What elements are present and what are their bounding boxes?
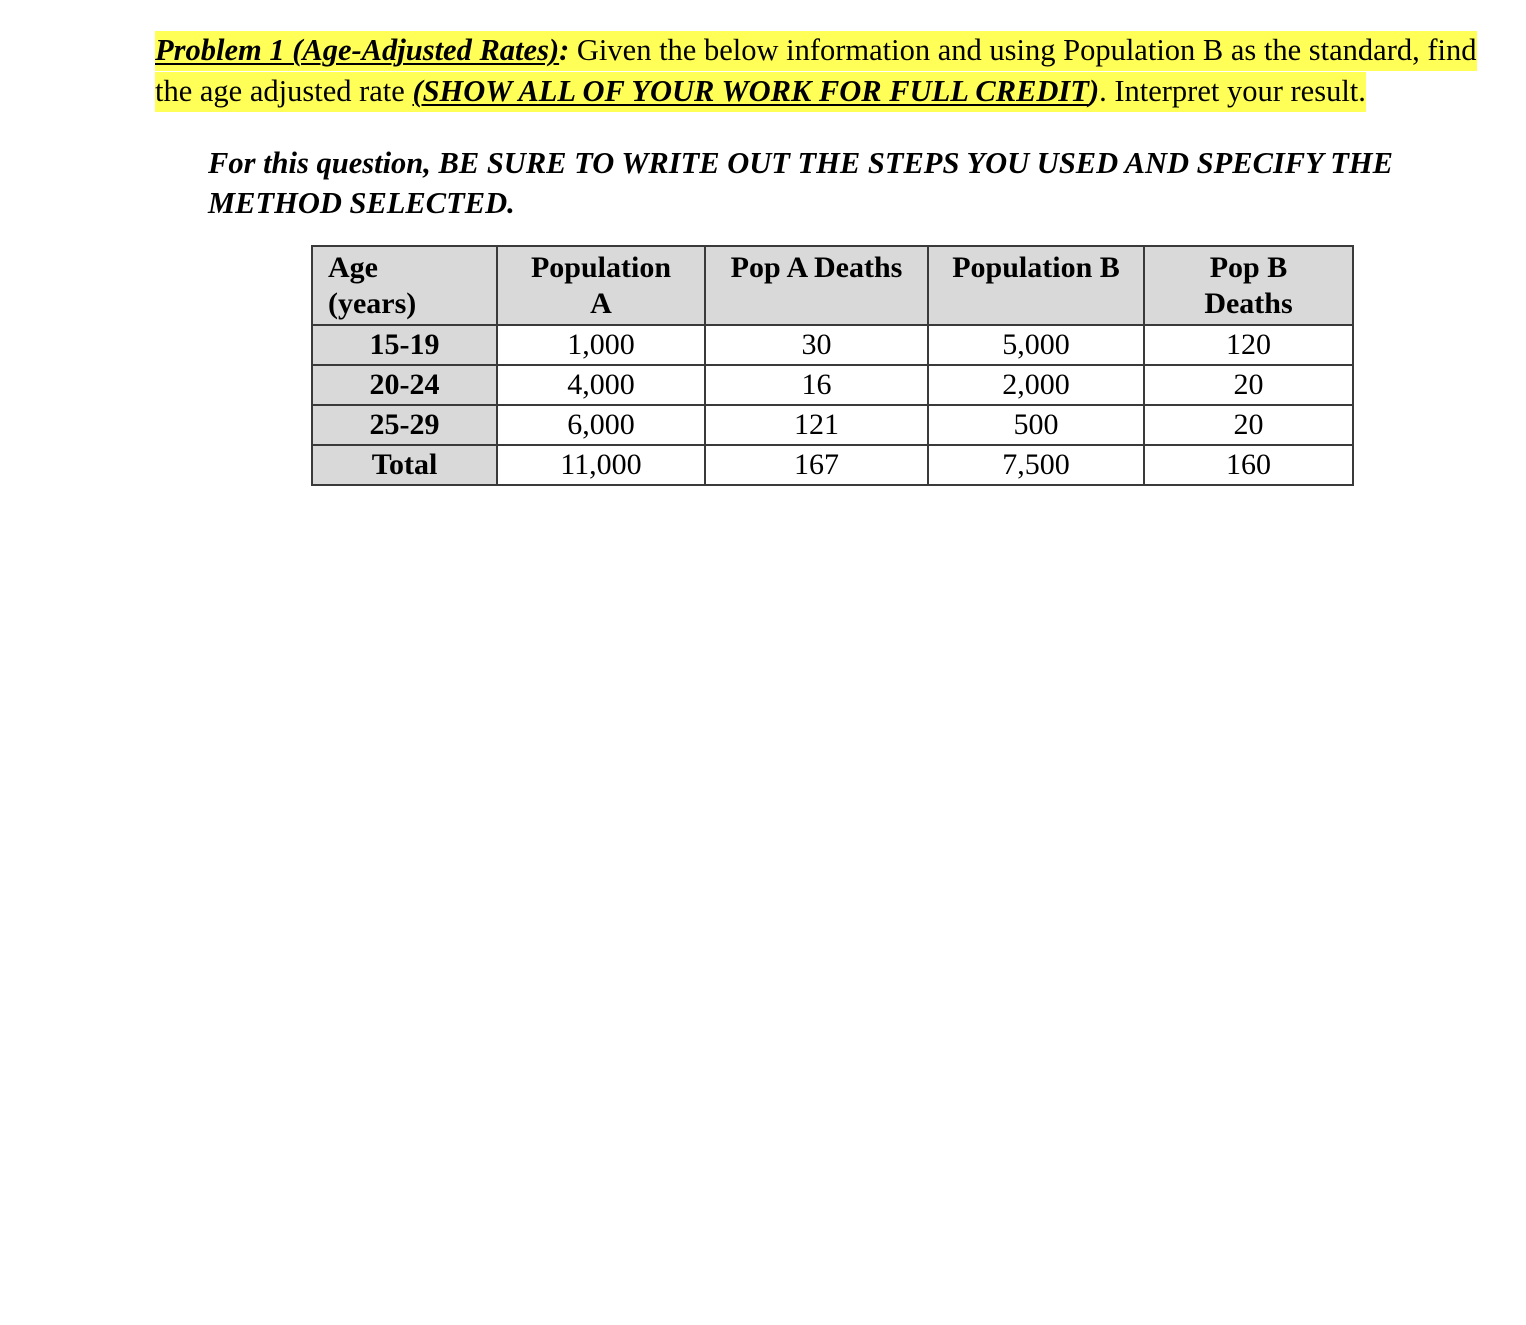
header-pop-b-deaths-line2: Deaths bbox=[1204, 287, 1293, 320]
cell-pop-a-deaths: 121 bbox=[705, 405, 928, 445]
header-population-a-line2: A bbox=[590, 287, 612, 320]
table-row bbox=[312, 325, 1353, 365]
problem-emphasis-text: (SHOW ALL OF YOUR WORK FOR FULL CREDIT bbox=[412, 74, 1089, 108]
header-pop-a-deaths bbox=[705, 246, 928, 325]
cell-age: Total bbox=[312, 445, 497, 485]
cell-population-a: 6,000 bbox=[497, 405, 705, 445]
cell-population-a: 1,000 bbox=[497, 325, 705, 365]
problem-emphasis-close: ) bbox=[1088, 74, 1100, 108]
cell-pop-b-deaths: 20 bbox=[1144, 365, 1353, 405]
header-pop-a-deaths-label: Pop A Deaths bbox=[730, 251, 903, 284]
table-row bbox=[312, 405, 1353, 445]
problem-title-colon: : bbox=[559, 33, 570, 67]
table-row bbox=[312, 365, 1353, 405]
cell-pop-a-deaths: 16 bbox=[705, 365, 928, 405]
problem-title: Problem 1 (Age-Adjusted Rates) bbox=[155, 33, 560, 67]
problem-text-1: Given the below information and using Population B as the standard, find the age adjusted rate bbox=[155, 33, 1477, 108]
cell-pop-b-deaths: 20 bbox=[1144, 405, 1353, 445]
cell-age: 15-19 bbox=[312, 325, 497, 365]
cell-pop-a-deaths: 167 bbox=[705, 445, 928, 485]
cell-age: 20-24 bbox=[312, 365, 497, 405]
cell-pop-a-deaths: 30 bbox=[705, 325, 928, 365]
header-age-line1: Age bbox=[328, 251, 378, 284]
cell-pop-b-deaths: 120 bbox=[1144, 325, 1353, 365]
cell-population-b: 500 bbox=[928, 405, 1144, 445]
cell-pop-b-deaths: 160 bbox=[1144, 445, 1353, 485]
header-age-line2: (years) bbox=[328, 287, 417, 320]
header-population-b-label: Population B bbox=[952, 251, 1120, 284]
data-table bbox=[311, 245, 1354, 486]
instructions: For this question, BE SURE TO WRITE OUT THE STEPS YOU USED AND SPECIFY THE METHOD SELECTED. bbox=[208, 146, 1393, 220]
problem-statement bbox=[155, 30, 1485, 112]
problem-text-2: . Interpret your result. bbox=[1099, 74, 1366, 108]
table-header-row bbox=[312, 246, 1353, 325]
cell-population-b: 2,000 bbox=[928, 365, 1144, 405]
cell-population-a: 11,000 bbox=[497, 445, 705, 485]
header-pop-b-deaths bbox=[1144, 246, 1353, 325]
table-row-total bbox=[312, 445, 1353, 485]
header-population-a bbox=[497, 246, 705, 325]
cell-age: 25-29 bbox=[312, 405, 497, 445]
problem-highlight bbox=[155, 31, 1477, 112]
cell-population-b: 7,500 bbox=[928, 445, 1144, 485]
problem-emphasis bbox=[412, 74, 1099, 108]
cell-population-b: 5,000 bbox=[928, 325, 1144, 365]
header-pop-b-deaths-line1: Pop B bbox=[1209, 251, 1288, 284]
header-age bbox=[312, 246, 497, 325]
cell-population-a: 4,000 bbox=[497, 365, 705, 405]
header-population-b bbox=[928, 246, 1144, 325]
header-population-a-line1: Population bbox=[530, 251, 672, 284]
